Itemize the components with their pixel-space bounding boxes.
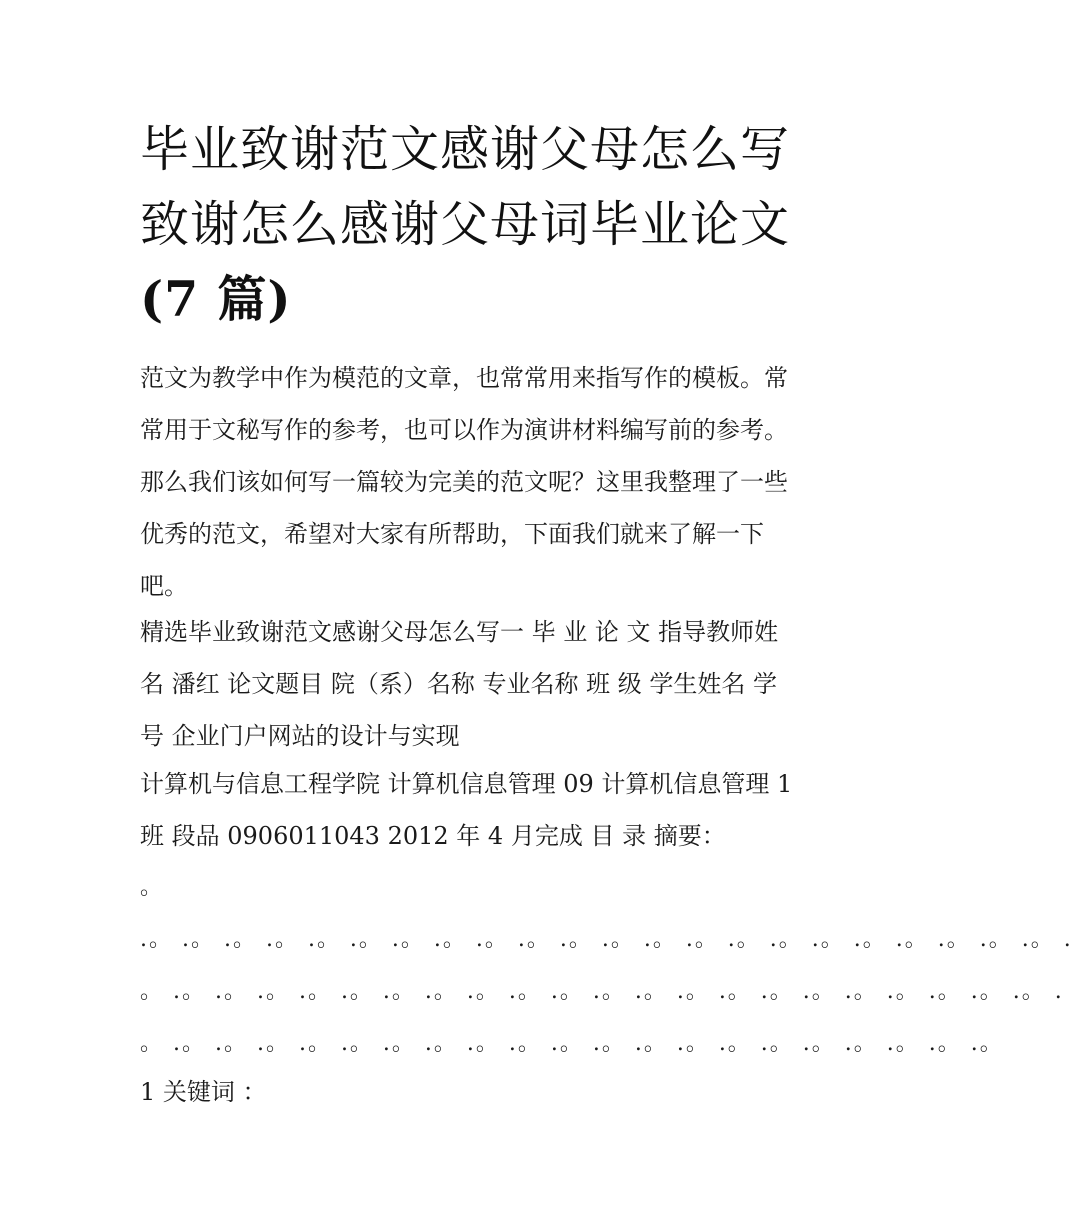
dot-leader-line: .。 .。 .。 .。 .。 .。 .。 .。 .。 .。 .。 .。 .。 .。 .。 .。 .。 .。 .。 .。 .。 .。 . [140,927,1073,952]
paragraph-line: 号 企业门户网站的设计与实现 [140,722,460,750]
dot-leader-line: 。 .。 .。 .。 .。 .。 .。 .。 .。 .。 .。 .。 .。 .。 .。 .。 .。 .。 .。 .。 .。 .。 . [140,979,1064,1004]
paragraph-line: 精选毕业致谢范文感谢父母怎么写一 毕 业 论 文 指导教师姓 [140,618,779,646]
dot-leader-line: 。 [140,875,165,900]
title-line: (7 篇) [140,270,292,328]
paragraph-line: 计算机与信息工程学院 计算机信息管理 09 计算机信息管理 1 [140,770,793,798]
thesis-info-paragraph [140,758,820,862]
section-paragraph [140,606,820,762]
paragraph-line: 吧。 [140,572,188,600]
title-line: 毕业致谢范文感谢父母怎么写 [140,121,791,178]
paragraph-line: 优秀的范文，希望对大家有所帮助，下面我们就来了解一下 [140,520,764,548]
title-line: 致谢怎么感谢父母词毕业论文 [140,196,791,253]
paragraph-line: 班 段品 0906011043 2012 年 4 月完成 目 录 摘要： [140,822,726,850]
intro-paragraph [140,352,820,612]
document-title [140,112,820,337]
paragraph-line: 常用于文秘写作的参考，也可以作为演讲材料编写前的参考。 [140,416,788,444]
paragraph-line: 名 潘红 论文题目 院（系）名称 专业名称 班 级 学生姓名 学 [140,670,778,698]
keywords-line: 1 关键词 ： [140,1078,267,1106]
table-of-contents-dots [140,862,1073,1070]
paragraph-line: 那么我们该如何写一篇较为完美的范文呢？这里我整理了一些 [140,468,788,496]
dot-leader-line: 。 .。 .。 .。 .。 .。 .。 .。 .。 .。 .。 .。 .。 .。 .。 .。 .。 .。 .。 .。 .。 [140,1031,1004,1056]
paragraph-line: 范文为教学中作为模范的文章，也常常用来指写作的模板。常 [140,364,788,392]
keywords-paragraph [140,1066,820,1118]
